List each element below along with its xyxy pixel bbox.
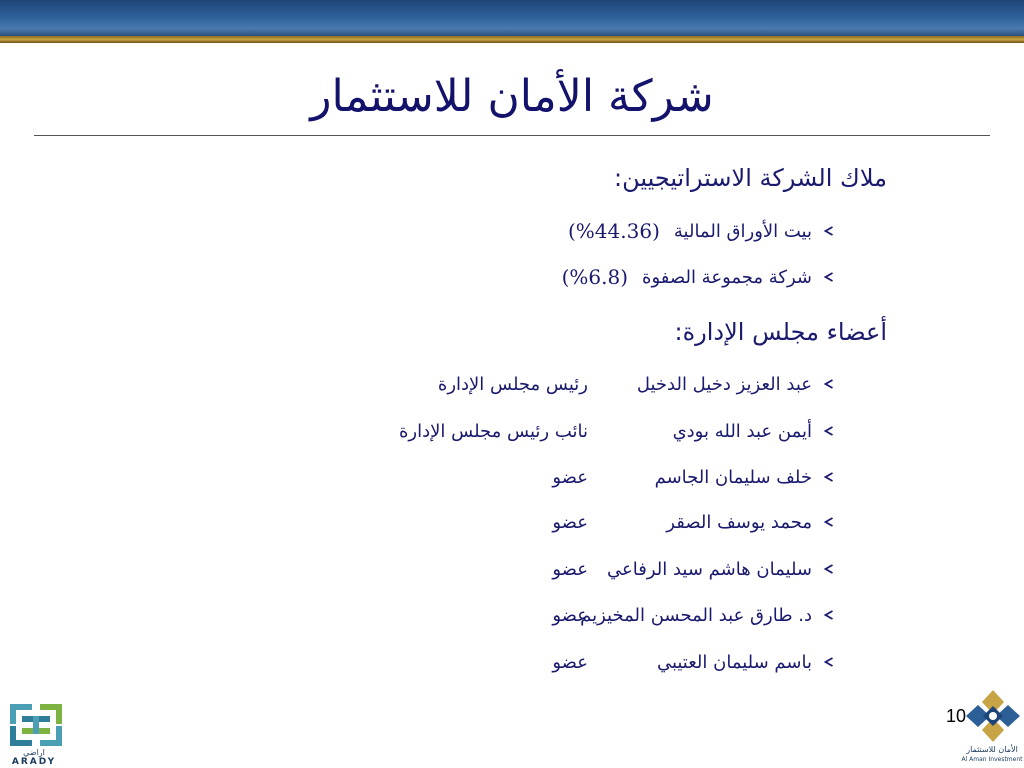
shareholder-percent: (%44.36) (568, 219, 660, 243)
board-heading: أعضاء مجلس الإدارة: (674, 318, 887, 346)
arady-caption-ar: اراضي (23, 748, 45, 757)
checkmark-arrow-icon (822, 271, 834, 283)
arady-caption-en: ARADY (11, 757, 57, 767)
checkmark-arrow-icon (822, 425, 834, 437)
board-member-name: عبد العزيز دخيل الدخيل (636, 373, 812, 395)
board-member-row (348, 555, 834, 583)
checkmark-arrow-icon (822, 378, 834, 390)
shareholder-item (562, 263, 834, 291)
board-member-name: محمد يوسف الصقر (666, 511, 812, 533)
board-member-row (348, 508, 834, 536)
checkmark-arrow-icon (822, 516, 834, 528)
title-divider (34, 135, 990, 136)
shareholder-percent: (%6.8) (561, 265, 629, 289)
board-member-name: باسم سليمان العتيبي (656, 651, 812, 673)
al-aman-caption-en: Al Aman Investment (961, 756, 1023, 763)
checkmark-arrow-icon (822, 471, 834, 483)
shareholders-heading: ملاك الشركة الاستراتيجيين: (613, 164, 887, 192)
board-member-role: عضو (552, 558, 588, 580)
slide-title: شركة الأمان للاستثمار (310, 71, 714, 122)
checkmark-arrow-icon (822, 563, 834, 575)
shareholder-name: بيت الأوراق المالية (673, 220, 812, 242)
checkmark-arrow-icon (822, 225, 834, 237)
board-member-role: عضو (552, 466, 588, 488)
board-member-row (348, 648, 834, 676)
shareholder-name: شركة مجموعة الصفوة (642, 266, 812, 288)
checkmark-arrow-icon (822, 656, 834, 668)
top-banner (0, 0, 1024, 36)
board-member-row (348, 370, 834, 398)
board-member-row (348, 601, 834, 629)
al-aman-caption-ar: الأمان للاستثمار (966, 745, 1018, 754)
board-member-name: خلف سليمان الجاسم (654, 466, 812, 488)
board-member-role: عضو (552, 651, 588, 673)
top-banner-gold-stripe (0, 36, 1024, 43)
board-member-name: سليمان هاشم سيد الرفاعي (607, 558, 812, 580)
shareholder-item (568, 217, 834, 245)
board-member-row (348, 417, 834, 445)
al-aman-logo (964, 688, 1022, 766)
board-member-role: نائب رئيس مجلس الإدارة (399, 420, 588, 442)
checkmark-arrow-icon (822, 609, 834, 621)
page-number: 10 (945, 706, 966, 726)
board-member-row (348, 463, 834, 491)
board-member-name: د. طارق عبد المحسن المخيزيم (580, 604, 812, 626)
board-member-name: أيمن عبد الله بودي (672, 420, 812, 442)
board-member-role: عضو (552, 511, 588, 533)
board-member-role: رئيس مجلس الإدارة (437, 373, 588, 395)
board-member-role: عضو (552, 604, 588, 626)
